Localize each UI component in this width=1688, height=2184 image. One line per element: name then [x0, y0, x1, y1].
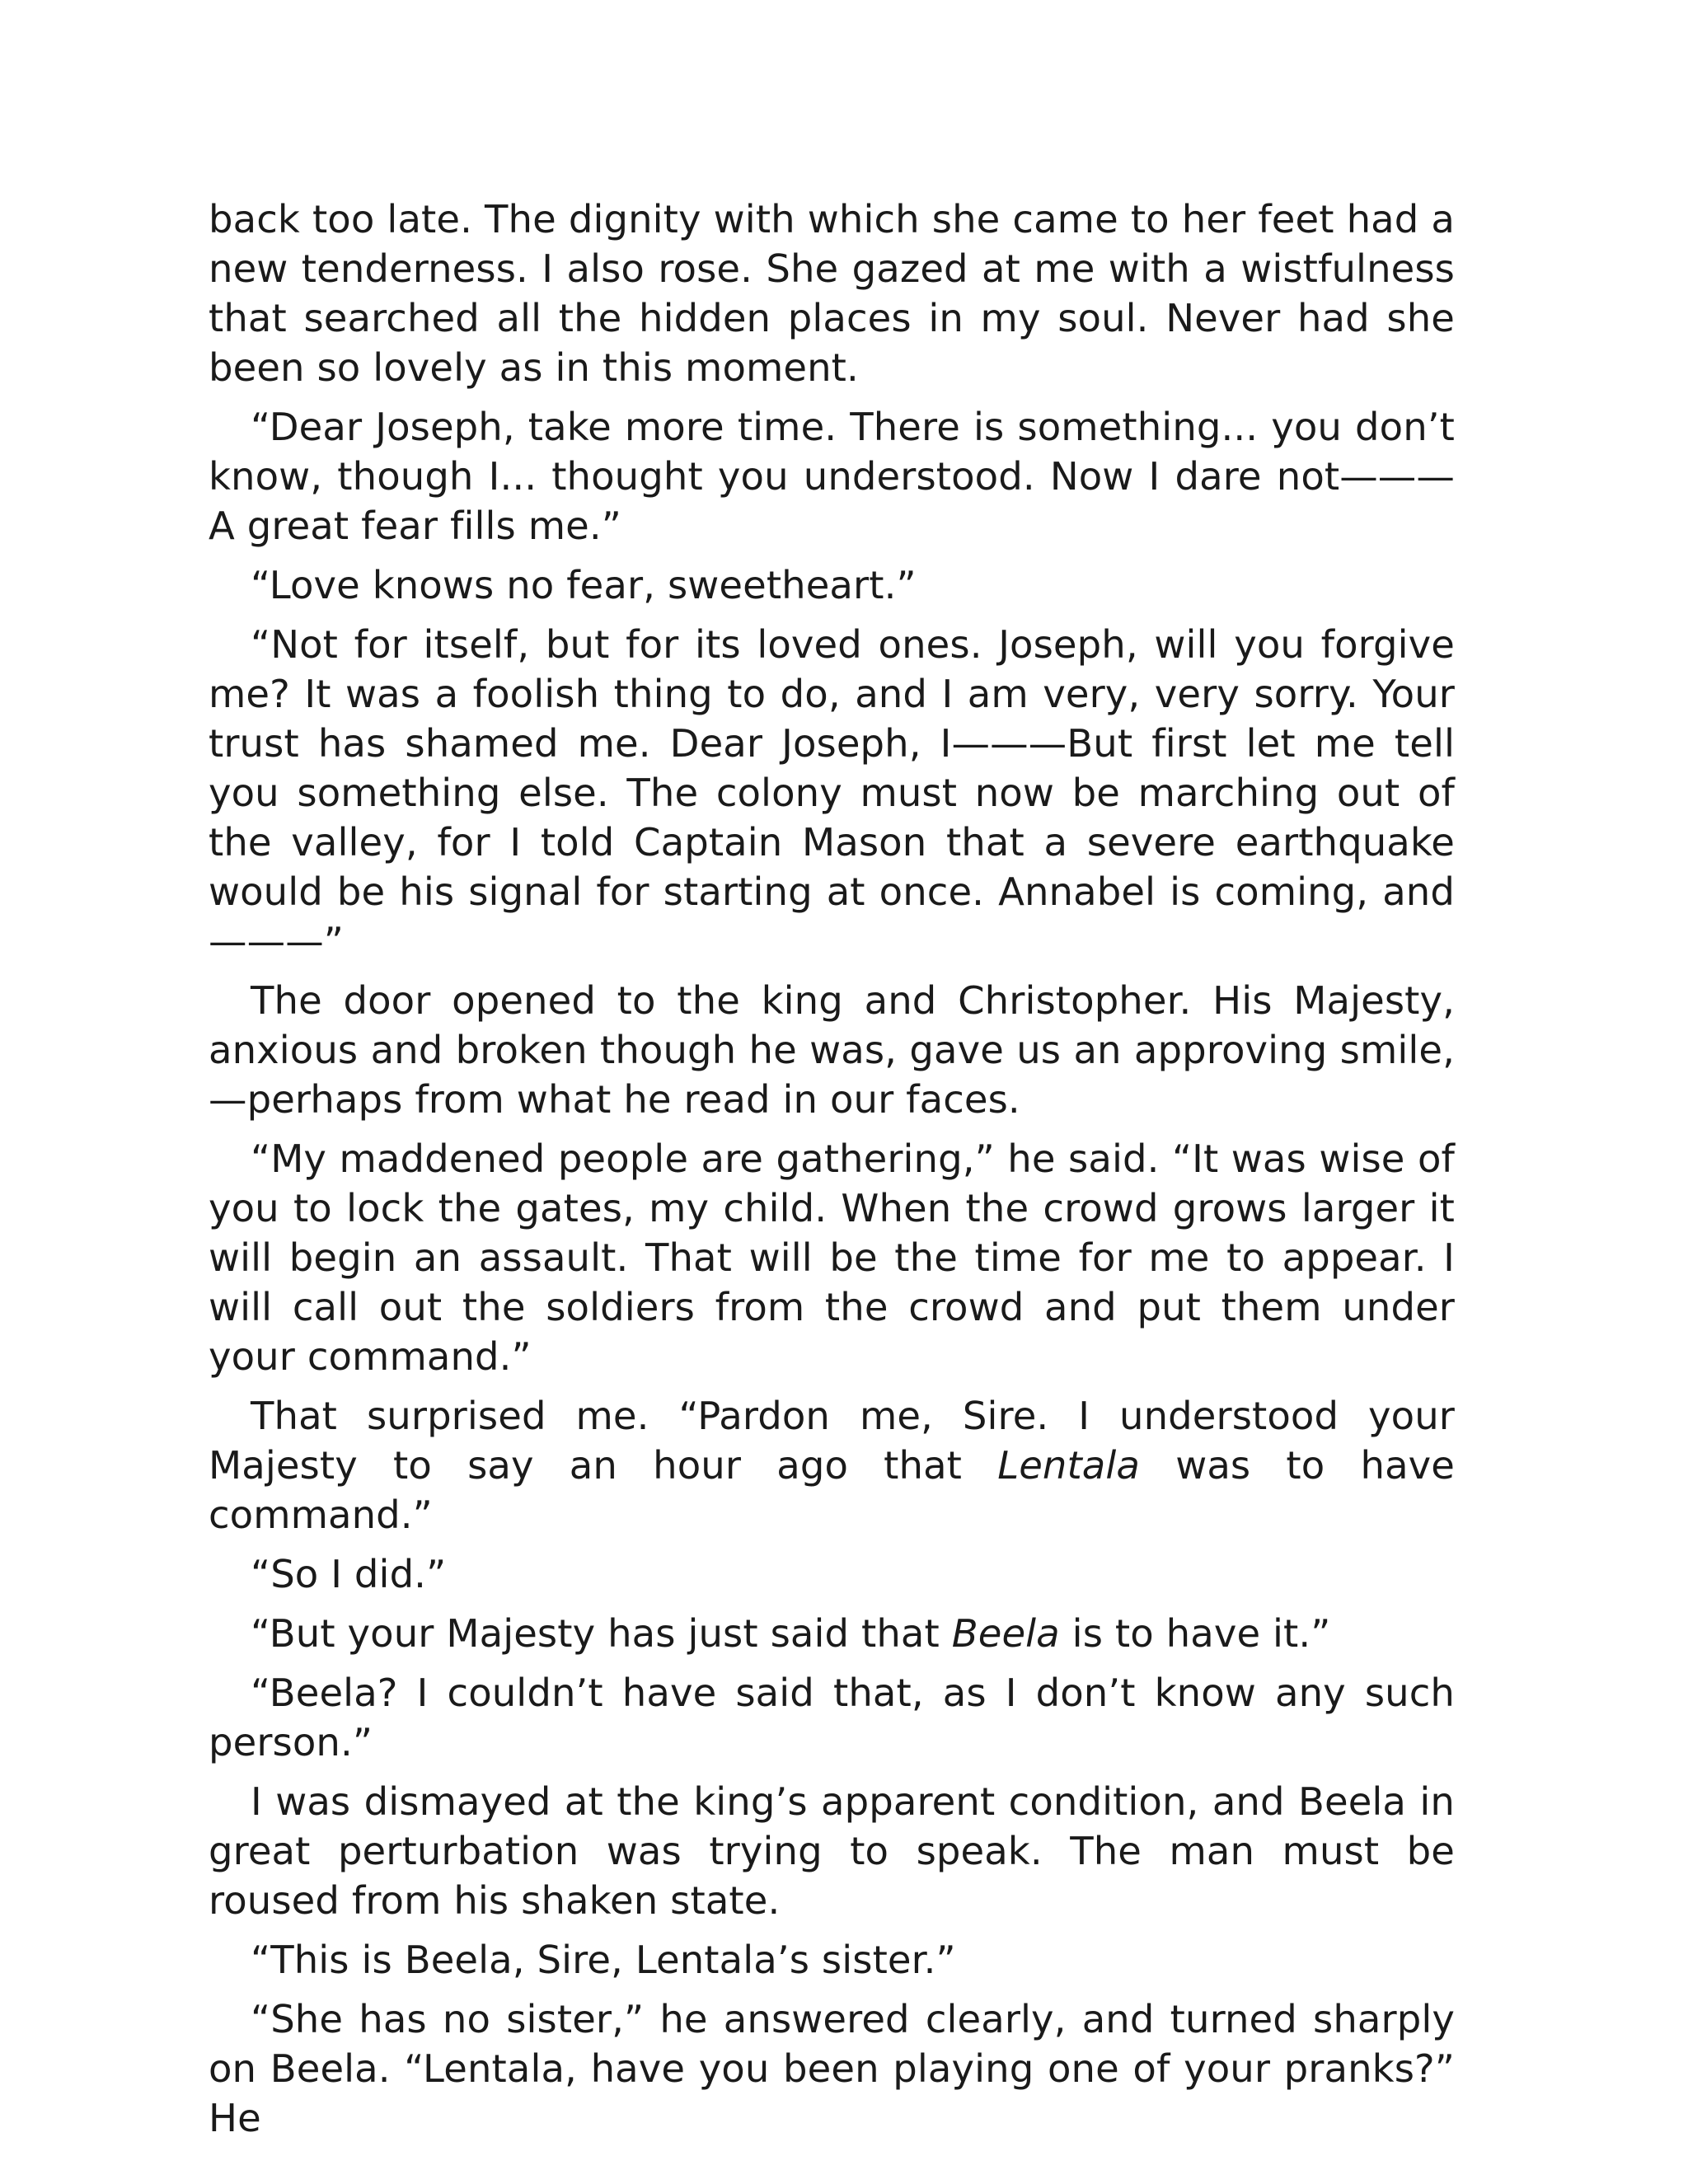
paragraph [209, 402, 1455, 551]
italic-name: Lentala [997, 1443, 1141, 1488]
paragraph [209, 194, 1455, 392]
book-page-text [209, 194, 1455, 2153]
paragraph [209, 1935, 1455, 1985]
text-run: is to have it.” [1059, 1611, 1331, 1656]
paragraph [209, 1668, 1455, 1767]
text-run: “But your Majesty has just said that [251, 1611, 952, 1656]
text-run: was to have command.” [209, 1443, 1455, 1537]
text-run: That surprised me. “Pardon me, Sire. I understood your Majesty to say an hour ago that [209, 1394, 1455, 1488]
text-run: “Beela? I couldn’t have said that, as I don’t know any such person.” [209, 1671, 1455, 1765]
paragraph [209, 1134, 1455, 1381]
italic-name: Beela [951, 1611, 1060, 1656]
text-run: “She has no sister,” he answered clearly, and turned sharply on Beela. “Lentala, have you been playing one of your pranks?” He [209, 1997, 1455, 2140]
text-run: “So I did.” [251, 1552, 447, 1596]
paragraph [209, 976, 1455, 1124]
paragraph [209, 1609, 1455, 1658]
text-run: “This is Beela, Sire, Lentala’s sister.” [251, 1938, 956, 1982]
paragraph [209, 1994, 1455, 2143]
paragraph [209, 1391, 1455, 1540]
paragraph [209, 1549, 1455, 1599]
text-run: “Dear Joseph, take more time. There is something... you don’t know, though I... thought you understood. Now I dare not———A great fear fills me.” [209, 405, 1455, 548]
text-run: “Love knows no fear, sweetheart.” [251, 563, 917, 607]
text-run: “Not for itself, but for its loved ones. Joseph, will you forgive me? It was a foolish thing to do, and I am very, very sorry. Your trust has shamed me. Dear Joseph, I———But first let me tell you something else. The colony must now be marching out of the valley, for I told Captain Mason that a severe earthquake would be his signal for starting at once. Annabel is coming, and———” [209, 622, 1455, 963]
text-run: “My maddened people are gathering,” he said. “It was wise of you to lock the gates, my child. When the crowd grows larger it will begin an assault. That will be the time for me to appear. I will call out the soldiers from the crowd and put them under your command.” [209, 1137, 1455, 1379]
text-run: back too late. The dignity with which she came to her feet had a new tenderness. I also rose. She gazed at me with a wistfulness that searched all the hidden places in my soul. Never had she been so lovely as in this moment. [209, 197, 1455, 390]
paragraph [209, 560, 1455, 610]
paragraph [209, 620, 1455, 966]
paragraph [209, 1777, 1455, 1925]
text-run: The door opened to the king and Christopher. His Majesty, anxious and broken though he was, gave us an approving smile,—perhaps from what he read in our faces. [209, 978, 1455, 1122]
text-run: I was dismayed at the king’s apparent condition, and Beela in great perturbation was trying to speak. The man must be roused from his shaken state. [209, 1779, 1455, 1923]
